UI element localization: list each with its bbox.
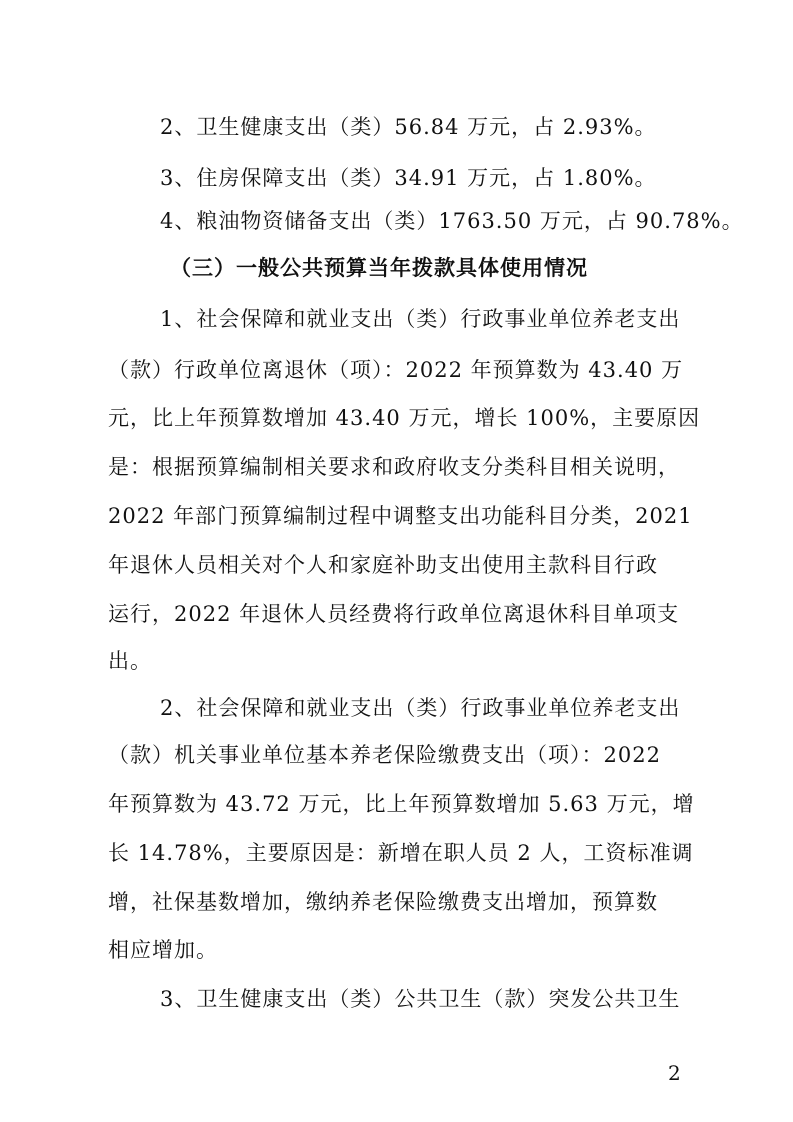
paragraph-1-line-2: （款）行政单位离退休（项）：2022 年预算数为 43.40 万 bbox=[108, 358, 684, 382]
paragraph-3-line-1: 3、卫生健康支出（类）公共卫生（款）突发公共卫生 bbox=[160, 987, 681, 1011]
paragraph-2-line-4: 长 14.78%，主要原因是：新增在职人员 2 人，工资标准调 bbox=[108, 841, 694, 865]
page-number: 2 bbox=[668, 1061, 681, 1085]
paragraph-2-line-2: （款）机关事业单位基本养老保险缴费支出（项）：2022 bbox=[108, 743, 661, 767]
paragraph-1-line-1: 1、社会保障和就业支出（类）行政事业单位养老支出 bbox=[160, 307, 681, 331]
paragraph-2-line-1: 2、社会保障和就业支出（类）行政事业单位养老支出 bbox=[160, 696, 681, 720]
paragraph-1-line-5: 2022 年部门预算编制过程中调整支出功能科目分类，2021 bbox=[108, 504, 693, 528]
paragraph-1-line-3: 元，比上年预算数增加 43.40 万元，增长 100%，主要原因 bbox=[108, 406, 701, 430]
paragraph-1-line-7: 运行，2022 年退休人员经费将行政单位离退休科目单项支 bbox=[108, 602, 680, 626]
paragraph-2-line-5: 增，社保基数增加，缴纳养老保险缴费支出增加，预算数 bbox=[108, 890, 658, 914]
paragraph-2-line-6: 相应增加。 bbox=[108, 938, 218, 962]
section-heading: （三）一般公共预算当年拨款具体使用情况 bbox=[170, 256, 588, 280]
paragraph-1-line-4: 是：根据预算编制相关要求和政府收支分类科目相关说明， bbox=[108, 455, 680, 479]
paragraph-1-line-6: 年退休人员相关对个人和家庭补助支出使用主款科目行政 bbox=[108, 553, 658, 577]
item-grain-reserve-expenditure: 4、粮油物资储备支出（类）1763.50 万元，占 90.78%。 bbox=[160, 209, 744, 233]
item-health-expenditure: 2、卫生健康支出（类）56.84 万元，占 2.93%。 bbox=[160, 115, 657, 139]
paragraph-2-line-3: 年预算数为 43.72 万元，比上年预算数增加 5.63 万元，增 bbox=[108, 792, 695, 816]
item-housing-expenditure: 3、住房保障支出（类）34.91 万元，占 1.80%。 bbox=[160, 166, 657, 190]
paragraph-1-line-8: 出。 bbox=[108, 649, 152, 673]
